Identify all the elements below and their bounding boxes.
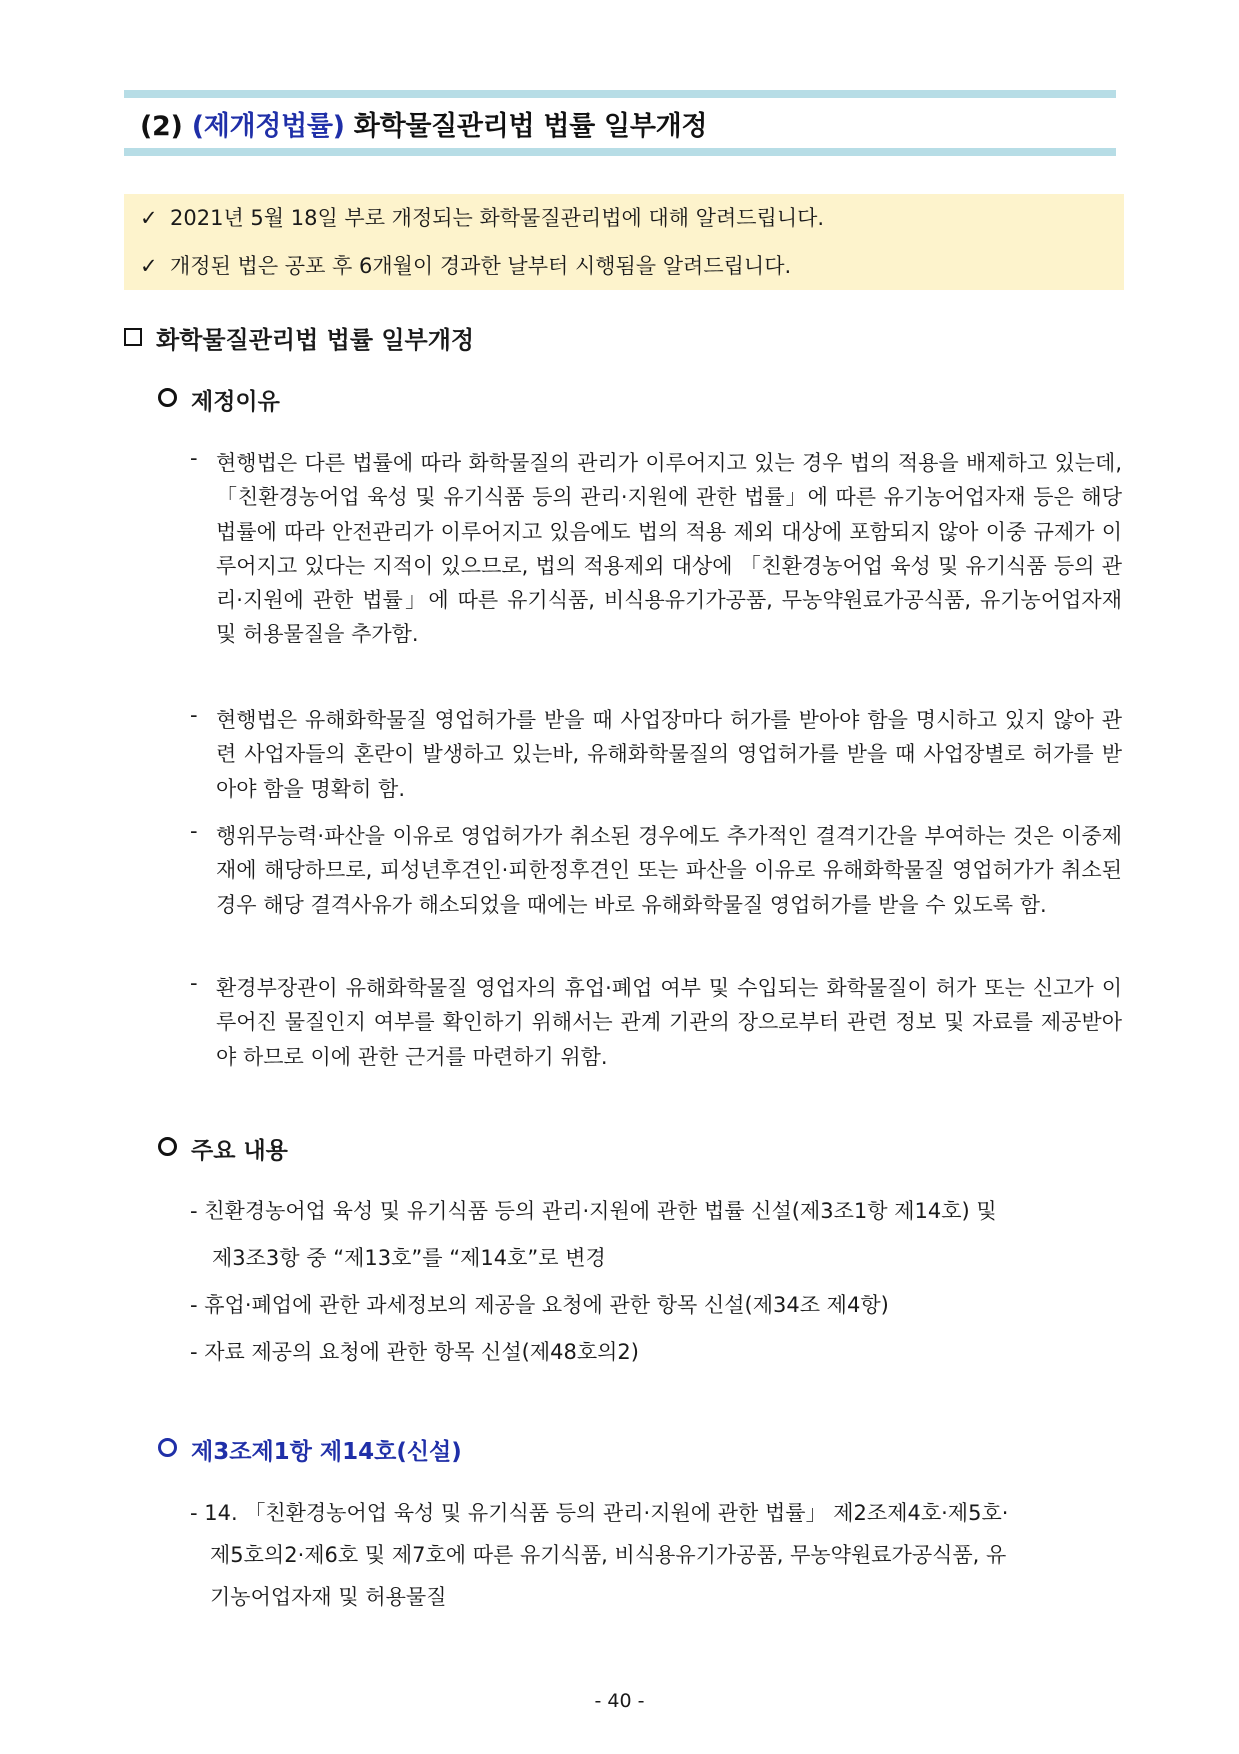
- section-heading-text: 화학물질관리법 법률 일부개정: [156, 326, 475, 354]
- reason-paragraph: [190, 971, 1122, 1074]
- reason-paragraph-text: 행위무능력·파산을 이유로 영업허가가 취소된 경우에도 추가적인 결격기간을 부여하는 것은 이중제재에 해당하므로, 피성년후견인·피한정후견인 또는 파산을 이유로 유해화학물질 영업허가가 취소된 경우 해당 결격사유가 해소되었을 때에는 바로 유해화학물질 영업허가를 받을 수 있도록 함.: [216, 824, 1122, 917]
- reason-paragraph-text: 현행법은 유해화학물질 영업허가를 받을 때 사업장마다 허가를 받아야 함을 명시하고 있지 않아 관련 사업자들의 혼란이 발생하고 있는바, 유해화학물질의 영업허가를 받을 때 사업장별로 허가를 받아야 함을 명확히 함.: [216, 708, 1122, 801]
- dash-bullet: -: [190, 819, 198, 843]
- square-bullet-icon: [124, 328, 142, 346]
- notice-item: [140, 202, 824, 232]
- dash-bullet: -: [190, 971, 198, 995]
- reason-heading-text: 제정이유: [191, 389, 280, 415]
- title-band: [124, 90, 1116, 158]
- reason-paragraph-text: 현행법은 다른 법률에 따라 화학물질의 관리가 이루어지고 있는 경우 법의 적용을 배제하고 있는데, 「친환경농어업 육성 및 유기식품 등의 관리·지원에 관한 법률」에 따른 유기농어업자재 등은 해당 법률에 따라 안전관리가 이루어지고 있음에도 법의 적용 제외 대상에 포함되지 않아 이중 규제가 이루어지고 있다는 지적이 있으므로, 법의 적용제외 대상에 「친환경농어업 육성 및 유기식품 등의 관리·지원에 관한 법률」에 따른 유기식품, 비식용유기가공품, 무농약원료가공식품, 유기농어업자재 및 허용물질을 추가함.: [216, 451, 1122, 647]
- notice-text: 개정된 법은 공포 후 6개월이 경과한 날부터 시행됨을 알려드립니다.: [170, 254, 792, 278]
- main-content-item-continuation: 제3조3항 중 “제13호”를 “제14호”로 변경: [212, 1246, 606, 1270]
- dash-bullet: -: [190, 703, 198, 727]
- title-top-rule: [124, 90, 1116, 98]
- reason-paragraph: [190, 819, 1122, 922]
- check-icon: ✓: [140, 206, 158, 230]
- article-heading-text: 제3조제1항 제14호(신설): [191, 1439, 462, 1465]
- title-number: (2): [140, 111, 183, 142]
- circle-bullet-icon: [158, 1438, 177, 1457]
- check-icon: ✓: [140, 254, 158, 278]
- page-number: - 40 -: [594, 1690, 645, 1712]
- main-content-item: - 친환경농어업 육성 및 유기식품 등의 관리·지원에 관한 법률 신설(제3조1항 제14호) 및: [190, 1199, 997, 1223]
- dash-bullet: -: [190, 446, 198, 470]
- reason-paragraph-text: 환경부장관이 유해화학물질 영업자의 휴업·폐업 여부 및 수입되는 화학물질이 허가 또는 신고가 이루어진 물질인지 여부를 확인하기 위해서는 관계 기관의 장으로부터 관련 정보 및 자료를 제공받아야 하므로 이에 관한 근거를 마련하기 위함.: [216, 976, 1122, 1069]
- main-content-heading: [158, 1132, 288, 1165]
- title-text: 화학물질관리법 법률 일부개정: [353, 111, 708, 142]
- main-content-heading-text: 주요 내용: [191, 1138, 288, 1164]
- article-text-line: - 14. 「친환경농어업 육성 및 유기식품 등의 관리·지원에 관한 법률」 제2조제4호·제5호·: [190, 1501, 1009, 1525]
- reason-heading: [158, 383, 280, 416]
- notice-item: [140, 250, 791, 280]
- title-bottom-rule: [124, 148, 1116, 156]
- section-heading: [124, 320, 474, 355]
- title-tag: (제개정법률): [191, 111, 345, 142]
- circle-bullet-icon: [158, 1137, 177, 1156]
- reason-paragraph: [190, 703, 1122, 806]
- page-title: [140, 104, 707, 143]
- notice-text: 2021년 5월 18일 부로 개정되는 화학물질관리법에 대해 알려드립니다.: [170, 206, 825, 230]
- article-text-line: 기농어업자재 및 허용물질: [210, 1585, 447, 1609]
- notice-box: [124, 194, 1124, 290]
- article-heading: [158, 1433, 462, 1466]
- main-content-item: - 휴업·폐업에 관한 과세정보의 제공을 요청에 관한 항목 신설(제34조 제4항): [190, 1293, 889, 1317]
- reason-paragraph: [190, 446, 1122, 652]
- article-text-line: 제5호의2·제6호 및 제7호에 따른 유기식품, 비식용유기가공품, 무농약원료가공식품, 유: [210, 1543, 1007, 1567]
- main-content-item: - 자료 제공의 요청에 관한 항목 신설(제48호의2): [190, 1340, 639, 1364]
- circle-bullet-icon: [158, 388, 177, 407]
